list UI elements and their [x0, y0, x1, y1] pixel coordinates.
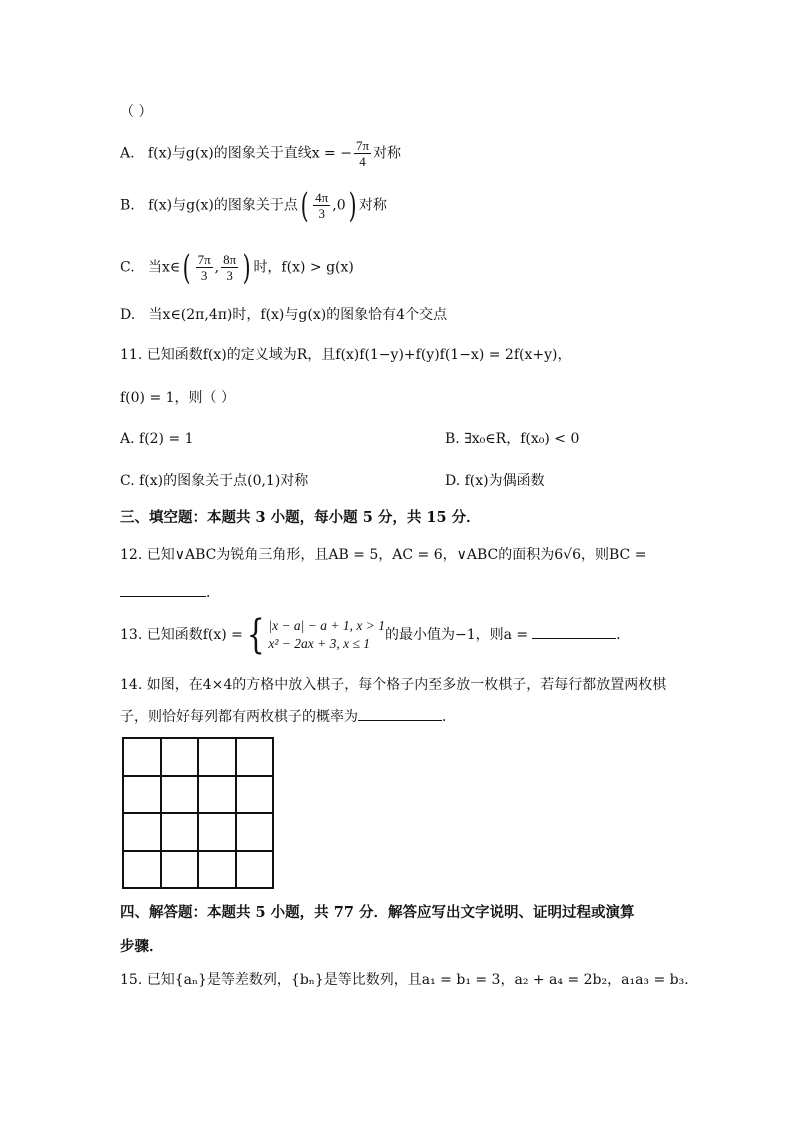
grid-cell: [161, 776, 199, 814]
fraction: [196, 252, 213, 283]
fraction-denominator: 3: [226, 268, 233, 283]
q10-answer-paren: （ ）: [120, 104, 153, 120]
q11-option-b: B. ∃x₀∈R，f(x₀) < 0: [445, 431, 580, 447]
fraction-numerator: 4π: [315, 190, 329, 205]
option-label: C.: [120, 259, 135, 276]
section-heading-fill-in: 三、填空题：本题共 3 小题，每小题 5 分，共 15 分．: [120, 509, 481, 526]
grid-cell: [161, 851, 199, 889]
grid-cell: [161, 813, 199, 851]
fraction: [221, 252, 238, 283]
left-paren: (: [182, 247, 191, 288]
q10-option-d: [120, 305, 447, 325]
q10-option-a: [120, 138, 401, 169]
q11-stem-line2: f(0) = 1，则（ ）: [120, 390, 236, 406]
option-text: 当x∈: [148, 259, 181, 276]
option-label: D.: [120, 307, 136, 323]
q10-option-b: [120, 185, 387, 226]
comma: ,: [214, 259, 220, 276]
option-label: A.: [120, 145, 135, 162]
grid-cell: [198, 813, 236, 851]
q12-stem: 12. 已知∨ABC为锐角三角形，且AB = 5，AC = 6，∨ABC的面积为6√6，则BC =: [120, 547, 647, 563]
q13-stem: [120, 613, 630, 657]
q12-answer-line: [120, 582, 220, 603]
right-paren: ): [348, 185, 357, 226]
fraction-denominator: 3: [318, 206, 325, 221]
grid-cell: [236, 738, 274, 776]
grid-cell: [236, 776, 274, 814]
piecewise-cases: [268, 617, 385, 653]
option-label: B.: [120, 197, 135, 214]
fraction-numerator: 7π: [197, 252, 211, 267]
q13-suffix: 的最小值为−1，则a =: [384, 627, 529, 643]
piecewise-function: [243, 612, 385, 658]
fraction-denominator: 4: [359, 154, 366, 169]
period: ．: [616, 627, 631, 643]
period: ．: [442, 709, 456, 725]
grid-cell: [123, 738, 161, 776]
fraction-numerator: 8π: [223, 252, 237, 267]
option-text-end: 时，f(x) > g(x): [253, 259, 354, 276]
option-text: f(x)与g(x)的图象关于直线x = −: [147, 145, 352, 162]
section-heading-answer-line2: 步骤．: [120, 938, 164, 955]
left-paren: (: [300, 185, 309, 226]
grid-cell: [123, 851, 161, 889]
q11-stem-line1: 11. 已知函数f(x)的定义域为R，且f(x)f(1−y)+f(y)f(1−x) = 2f(x+y)，: [120, 347, 572, 363]
option-text: 当x∈(2π,4π)时，f(x)与g(x)的图象恰有4个交点: [148, 307, 448, 323]
period: ．: [206, 585, 220, 601]
fraction: [354, 138, 371, 169]
q11-option-c: C. f(x)的图象关于点(0,1)对称: [120, 473, 309, 489]
point-coordinate: ,0: [332, 197, 346, 214]
chessboard-grid-4x4: [122, 737, 274, 889]
case-2: x² − 2ax + 3, x ≤ 1: [268, 636, 371, 651]
answer-blank: [358, 706, 442, 721]
q14-text: 子，则恰好每列都有两枚棋子的概率为: [120, 709, 358, 725]
option-text-end: 对称: [358, 197, 387, 214]
grid-cell: [198, 776, 236, 814]
fraction: [313, 190, 330, 221]
option-text: f(x)与g(x)的图象关于点: [148, 197, 298, 214]
q11-option-d: D. f(x)为偶函数: [445, 473, 545, 489]
q14-stem-line2: [120, 706, 456, 727]
grid-cell: [198, 738, 236, 776]
fraction-denominator: 3: [200, 268, 208, 283]
case-1: |x − a| − a + 1, x > 1: [268, 618, 385, 633]
answer-blank: [532, 624, 616, 639]
left-brace: {: [246, 612, 265, 658]
q14-stem-line1: 14. 如图，在4×4的方格中放入棋子，每个格子内至多放一枚棋子，若每行都放置两枚棋: [120, 677, 667, 693]
q11-option-a: A. f(2) = 1: [120, 431, 194, 447]
right-paren: ): [242, 247, 251, 288]
option-text-end: 对称: [373, 145, 402, 162]
grid-cell: [236, 851, 274, 889]
fraction-numerator: 7π: [355, 138, 370, 153]
grid-cell: [161, 738, 199, 776]
q15-stem: 15. 已知{aₙ}是等差数列，{bₙ}是等比数列，且a₁ = b₁ = 3，a₂ + a₄ = 2b₂，a₁a₃ = b₃．: [120, 972, 699, 988]
grid-cell: [123, 813, 161, 851]
q10-option-c: [120, 247, 354, 288]
q13-prefix: 13. 已知函数f(x) =: [120, 627, 243, 643]
grid-cell: [198, 851, 236, 889]
section-heading-answer: 四、解答题：本题共 5 小题，共 77 分．解答应写出文字说明、证明过程或演算: [120, 904, 635, 921]
grid-cell: [236, 813, 274, 851]
grid-cell: [123, 776, 161, 814]
answer-blank: [120, 582, 206, 597]
